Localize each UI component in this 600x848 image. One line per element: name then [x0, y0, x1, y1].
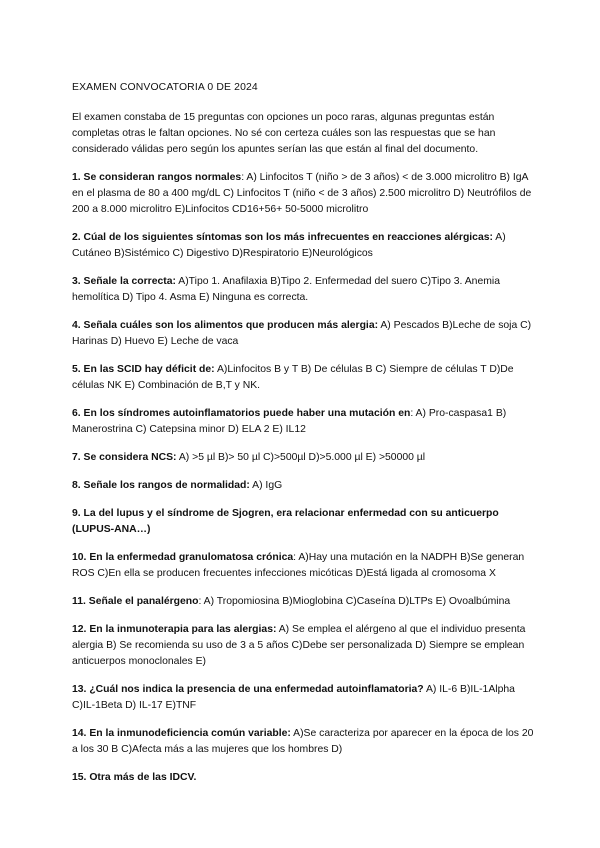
- question-14-stem: 14. En la inmunodeficiencia común variable:: [72, 728, 291, 739]
- question-14: [72, 726, 534, 758]
- question-7-options: A) >5 µl B)> 50 µl C)>500µl D)>5.000 µl E) >50000 µl: [176, 452, 426, 463]
- question-14-options: A)Se caracteriza por aparecer en la época de los 20 a los 30 B C)Afecta más a las mujeres que los hombres D): [72, 728, 534, 755]
- question-12-stem: 12. En la inmunoterapia para las alergias:: [72, 624, 277, 635]
- question-15: [72, 770, 534, 786]
- question-8-stem: 8. Señale los rangos de normalidad:: [72, 480, 250, 491]
- question-13-options: A) IL-6 B)IL-1Alpha C)IL-1Beta D) IL-17 E)TNF: [72, 684, 515, 711]
- question-12: [72, 622, 534, 670]
- question-9: [72, 506, 534, 538]
- question-1-options: : A) Linfocitos T (niño > de 3 años) < de 3.000 microlitro B) IgA en el plasma de 80 a 400 mg/dL C) Linfocitos T (niño < de 3 años) 2.500 microlitro D) Neutrófilos de 200 a 8.000 microlitro E)Linfocitos CD16+56+ 50-5000 microlitro: [72, 172, 532, 215]
- question-15-stem: 15. Otra más de las IDCV.: [72, 772, 197, 783]
- question-13-stem: 13. ¿Cuál nos indica la presencia de una enfermedad autoinflamatoria?: [72, 684, 424, 695]
- question-4: [72, 318, 534, 350]
- question-7: [72, 450, 534, 466]
- question-3: [72, 274, 534, 306]
- question-10: [72, 550, 534, 582]
- intro-paragraph: El examen constaba de 15 preguntas con opciones un poco raras, algunas preguntas están completas otras le faltan opciones. No sé con certeza cuáles son las respuestas que se han considerado válidas pero según los apuntes serían las que están al final del documento.: [72, 112, 496, 155]
- question-5: [72, 362, 534, 394]
- document-title: EXAMEN CONVOCATORIA 0 DE 2024: [72, 82, 258, 93]
- question-11-stem: 11. Señale el panalérgeno: [72, 596, 199, 607]
- question-5-options: A)Linfocitos B y T B) De células B C) Siempre de células T D)De células NK E) Combinación de B,T y NK.: [72, 364, 514, 391]
- question-10-stem: 10. En la enfermedad granulomatosa crónica: [72, 552, 294, 563]
- question-2-options: A) Cutáneo B)Sistémico C) Digestivo D)Respiratorio E)Neurológicos: [72, 232, 506, 259]
- question-2-stem: 2. Cúal de los siguientes síntomas son los más infrecuentes en reacciones alérgicas:: [72, 232, 493, 243]
- question-9-stem: 9. La del lupus y el síndrome de Sjogren, era relacionar enfermedad con su anticuerpo (LUPUS-ANA…): [72, 508, 499, 535]
- question-11-options: : A) Tropomiosina B)Mioglobina C)Caseína D)LTPs E) Ovoalbúmina: [198, 596, 511, 607]
- question-12-options: A) Se emplea el alérgeno al que el individuo presenta alergia B) Se recomienda su uso de 3 a 5 años C)Debe ser personalizada D) Siempre se emplean anticuerpos monoclonales E): [72, 624, 526, 667]
- question-1-stem: 1. Se consideran rangos normales: [72, 172, 242, 183]
- question-1: [72, 170, 534, 218]
- question-13: [72, 682, 534, 714]
- document-body: [72, 80, 534, 798]
- question-6-options: : A) Pro-caspasa1 B) Manerostrina C) Catepsina minor D) ELA 2 E) IL12: [72, 408, 507, 435]
- question-5-stem: 5. En las SCID hay déficit de:: [72, 364, 215, 375]
- question-8: [72, 478, 534, 494]
- question-8-options: A) IgG: [249, 480, 283, 491]
- question-11: [72, 594, 534, 610]
- question-4-options: A) Pescados B)Leche de soja C) Harinas D) Huevo E) Leche de vaca: [72, 320, 532, 347]
- question-2: [72, 230, 534, 262]
- question-4-stem: 4. Señala cuáles son los alimentos que producen más alergia:: [72, 320, 379, 331]
- question-3-stem: 3. Señale la correcta:: [72, 276, 176, 287]
- question-7-stem: 7. Se considera NCS:: [72, 452, 177, 463]
- question-10-options: : A)Hay una mutación en la NADPH B)Se generan ROS C)En ella se producen frecuentes infecciones micóticas D)Está ligada al cromosoma X: [72, 552, 525, 579]
- question-6-stem: 6. En los síndromes autoinflamatorios puede haber una mutación en: [72, 408, 411, 419]
- question-3-options: A)Tipo 1. Anafilaxia B)Tipo 2. Enfermedad del suero C)Tipo 3. Anemia hemolítica D) Tipo 4. Asma E) Ninguna es correcta.: [72, 276, 500, 303]
- question-6: [72, 406, 534, 438]
